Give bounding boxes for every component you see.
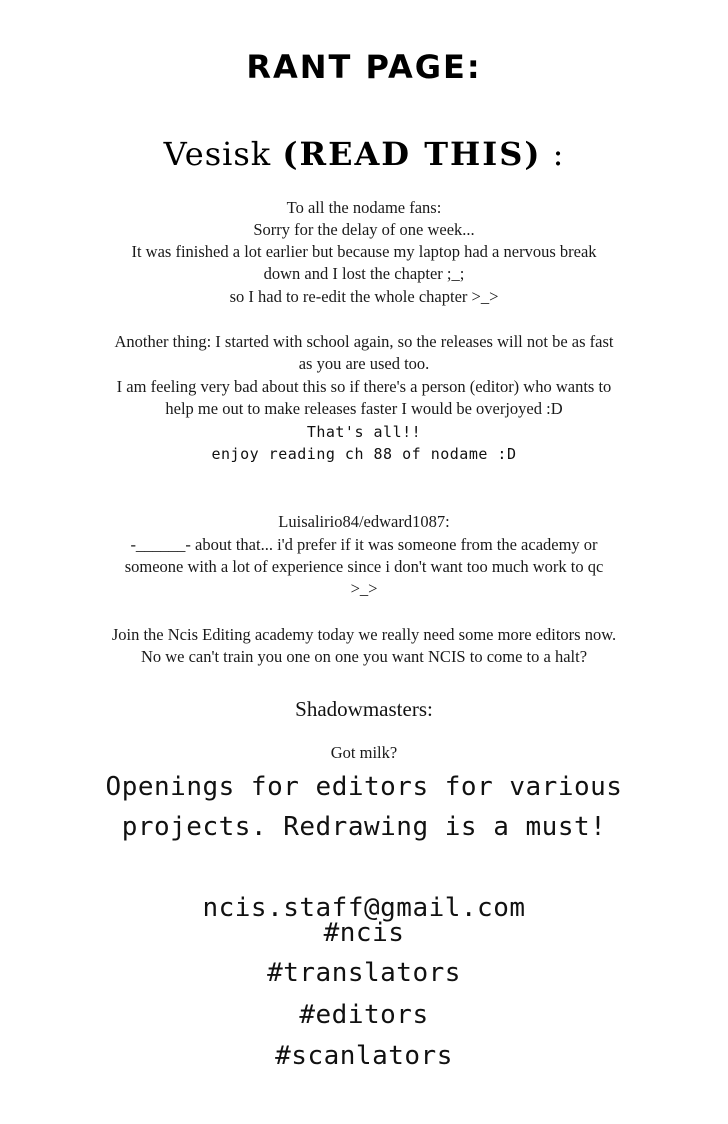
join-line-2: No we can't train you one on one you want NCIS to come to a halt?: [140, 647, 588, 666]
vesisk-line-7: as you are used too.: [298, 354, 430, 373]
page-title: RANT PAGE:: [246, 48, 482, 86]
channel-editors: #editors: [299, 1000, 429, 1030]
vesisk-line-6: Another thing: I started with school again, so the releases will not be as fast: [114, 332, 614, 351]
shadow-handwritten-2: projects. Redrawing is a must!: [121, 812, 607, 842]
vesisk-handwritten-2: enjoy reading ch 88 of nodame :D: [211, 445, 517, 463]
vesisk-line-1: To all the nodame fans:: [286, 198, 442, 217]
luisa-line-1: -______- about that... i'd prefer if it was someone from the academy or: [130, 535, 598, 554]
shadowmasters-line: Got milk?: [330, 743, 398, 762]
shadowmasters-name: Shadowmasters:: [295, 697, 433, 721]
read-this-note: (READ THIS): [282, 135, 542, 173]
vesisk-line-2: Sorry for the delay of one week...: [253, 220, 475, 239]
vesisk-line-8: I am feeling very bad about this so if there's a person (editor) who wants to: [116, 377, 612, 396]
heading-colon: :: [552, 135, 565, 173]
shadow-handwritten-1: Openings for editors for various: [105, 772, 623, 802]
vesisk-line-5: so I had to re-edit the whole chapter >_>: [229, 287, 499, 306]
vesisk-name: Vesisk: [163, 135, 272, 173]
channel-scanlators: #scanlators: [275, 1041, 453, 1071]
vesisk-line-3: It was finished a lot earlier but because my laptop had a nervous break: [131, 242, 597, 261]
vesisk-handwritten-1: That's all!!: [306, 423, 422, 441]
channel-translators: #translators: [267, 958, 461, 988]
vesisk-line-9: help me out to make releases faster I would be overjoyed :D: [165, 399, 563, 418]
vesisk-heading: [0, 135, 728, 173]
channel-ncis: #ncis: [323, 918, 405, 948]
join-line-1: Join the Ncis Editing academy today we really need some more editors now.: [111, 625, 617, 644]
vesisk-line-4: down and I lost the chapter ;_;: [263, 264, 465, 283]
luisa-line-2: someone with a lot of experience since i don't want too much work to qc: [124, 557, 604, 576]
contact-email: ncis.staff@gmail.com: [202, 893, 526, 923]
luisa-name: Luisalirio84/edward1087:: [278, 512, 450, 531]
luisa-line-3: >_>: [350, 579, 378, 598]
